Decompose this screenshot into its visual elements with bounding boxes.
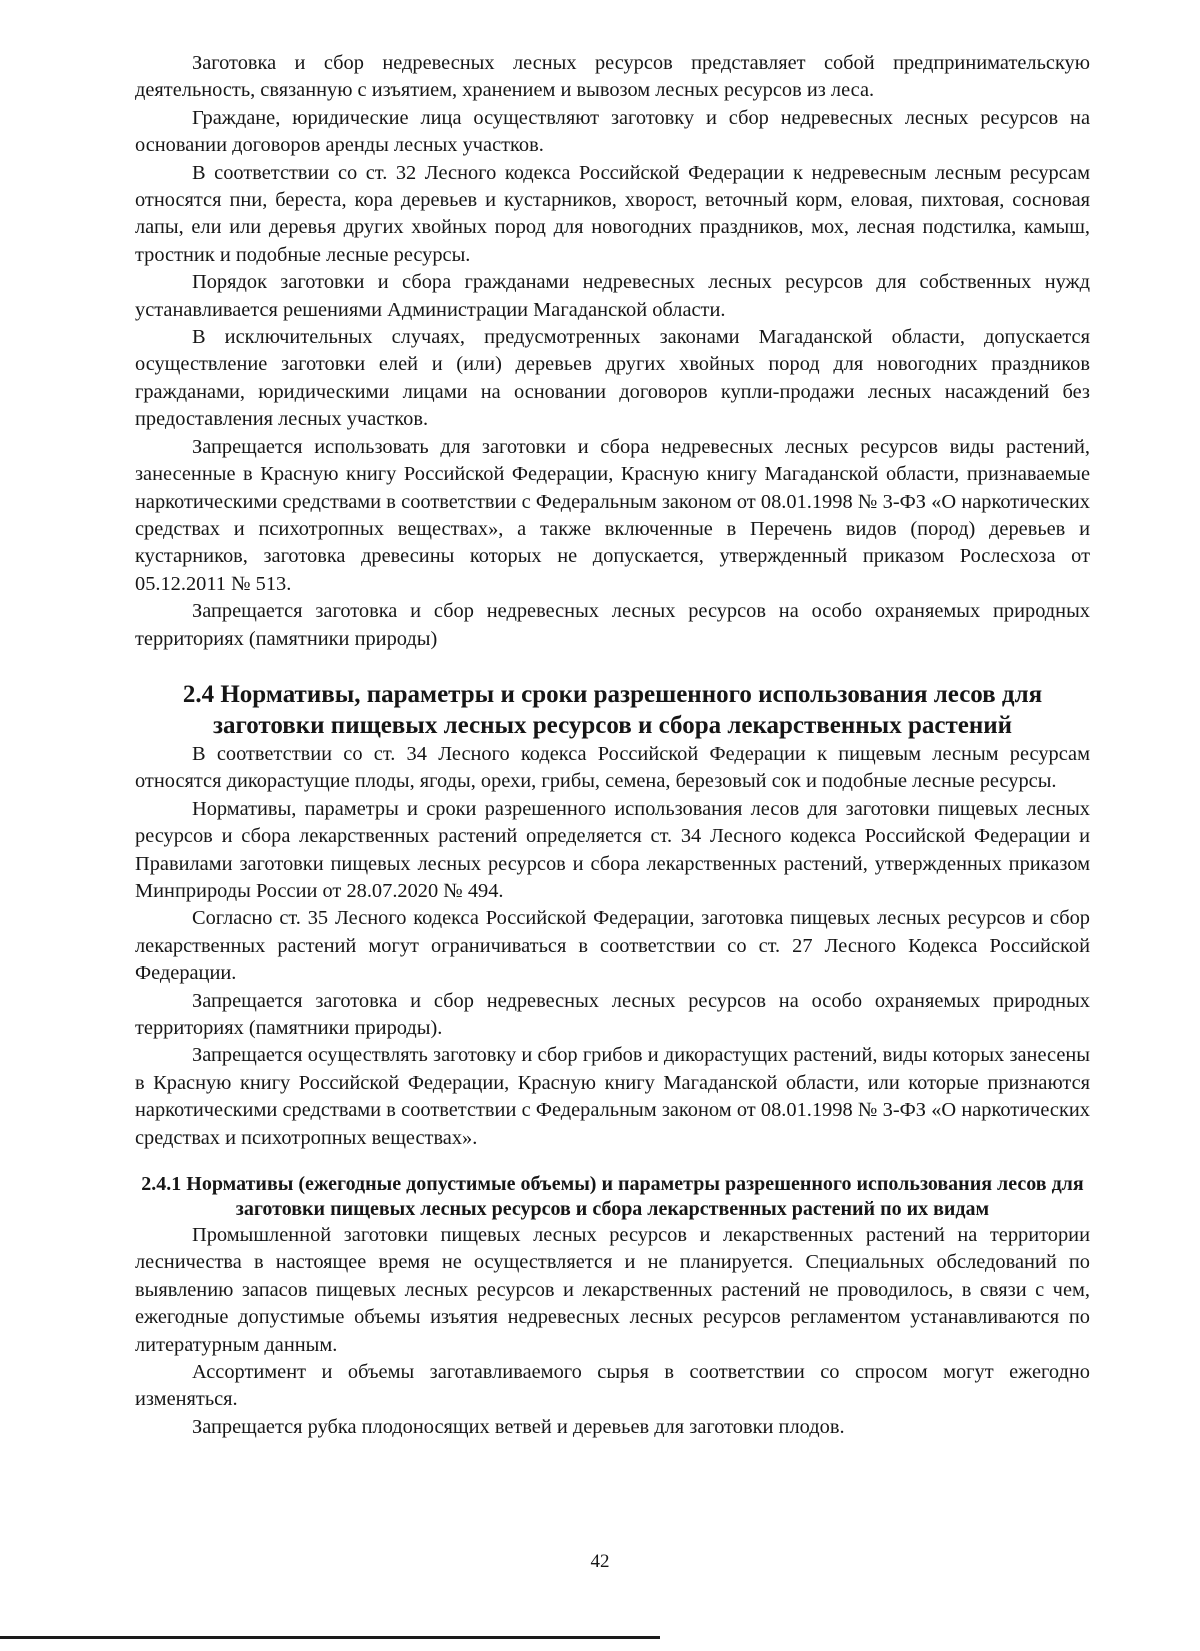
paragraph: Промышленной заготовки пищевых лесных ресурсов и лекарственных растений на территории лесничества в настоящее время не осуществляется и не планируется. Специальных обследований по выявлению запасов пищевых лесных ресурсов и лекарственных растений не проводилось, в связи с чем, ежегодные допустимые объемы изъятия недревесных лесных ресурсов регламентом устанавливаются по литературным данным.	[135, 1224, 1090, 1356]
paragraph: Заготовка и сбор недревесных лесных ресурсов представляет собой предпринимательскую деятельность, связанную с изъятием, хранением и вывозом лесных ресурсов из леса.	[135, 52, 1090, 102]
paragraph: Запрещается рубка плодоносящих ветвей и деревьев для заготовки плодов.	[192, 1415, 845, 1438]
bottom-scan-line	[0, 1636, 660, 1639]
paragraph: Граждане, юридические лица осуществляют заготовку и сбор недревесных лесных ресурсов на основании договоров аренды лесных участков.	[135, 106, 1090, 157]
paragraph: В соответствии со ст. 34 Лесного кодекса Российской Федерации к пищевым лесным ресурсам относятся дикорастущие плоды, ягоды, орехи, грибы, семена, березовый сок и подобные лесные ресурсы.	[135, 742, 1090, 793]
paragraph: Ассортимент и объемы заготавливаемого сырья в соответствии со спросом могут ежегодно изменяться.	[135, 1361, 1090, 1411]
document-page	[135, 50, 1090, 1441]
paragraph: Нормативы, параметры и сроки разрешенного использования лесов для заготовки пищевых лесных ресурсов и сбора лекарственных растений определяется ст. 34 Лесного кодекса Российской Федерации и Правилами заготовки пищевых лесных ресурсов и сбора лекарственных растений, утвержденных приказом Минприроды России от 28.07.2020 № 494.	[135, 797, 1090, 902]
paragraph: Порядок заготовки и сбора гражданами недревесных лесных ресурсов для собственных нужд устанавливается решениями Администрации Магаданской области.	[135, 271, 1090, 321]
paragraph: Запрещается использовать для заготовки и сбора недревесных лесных ресурсов виды растений, занесенные в Красную книгу Российской Федерации, Красную книгу Магаданской области, признаваемые наркотическими средствами в соответствии с Федеральным законом от 08.01.1998 № 3-ФЗ «О наркотических средствах и психотропных веществах», а также включенные в Перечень видов (пород) деревьев и кустарников, заготовка древесины которых не допускается, утвержденный приказом Рослесхоза от 05.12.2011 № 513.	[135, 435, 1090, 595]
paragraph: Согласно ст. 35 Лесного кодекса Российской Федерации, заготовка пищевых лесных ресурсов и сбор лекарственных растений могут ограничиваться в соответствии со ст. 27 Лесного Кодекса Российской Федерации.	[135, 907, 1090, 985]
paragraph: В исключительных случаях, предусмотренных законами Магаданской области, допускается осуществление заготовки елей и (или) деревьев других хвойных пород для новогодних праздников гражданами, юридическими лицами на основании договоров купли-продажи лесных насаждений без предоставления лесных участков.	[135, 326, 1090, 431]
page-number: 42	[590, 1551, 610, 1572]
paragraph: Запрещается заготовка и сбор недревесных лесных ресурсов на особо охраняемых природных территориях (памятники природы)	[135, 600, 1090, 650]
section-heading-2-4: 2.4 Нормативы, параметры и сроки разрешенного использования лесов для заготовки пищевых лесных ресурсов и сбора лекарственных растений	[182, 680, 1043, 739]
section-heading-2-4-1: 2.4.1 Нормативы (ежегодные допустимые объемы) и параметры разрешенного использования лесов для заготовки пищевых лесных ресурсов и сбора лекарственных растений по их видам	[141, 1173, 1084, 1221]
paragraph: Запрещается заготовка и сбор недревесных лесных ресурсов на особо охраняемых природных территориях (памятники природы).	[135, 989, 1090, 1039]
paragraph: В соответствии со ст. 32 Лесного кодекса Российской Федерации к недревесным лесным ресурсам относятся пни, береста, кора деревьев и кустарников, хворост, веточный корм, еловая, пихтовая, сосновая лапы, ели или деревья других хвойных пород для новогодних праздников, мох, лесная подстилка, камыш, тростник и подобные лесные ресурсы.	[135, 161, 1090, 266]
paragraph: Запрещается осуществлять заготовку и сбор грибов и дикорастущих растений, виды которых занесены в Красную книгу Российской Федерации, Красную книгу Магаданской области, или которые признаются наркотическими средствами в соответствии с Федеральным законом от 08.01.1998 № 3-ФЗ «О наркотических средствах и психотропных веществах».	[135, 1044, 1090, 1149]
